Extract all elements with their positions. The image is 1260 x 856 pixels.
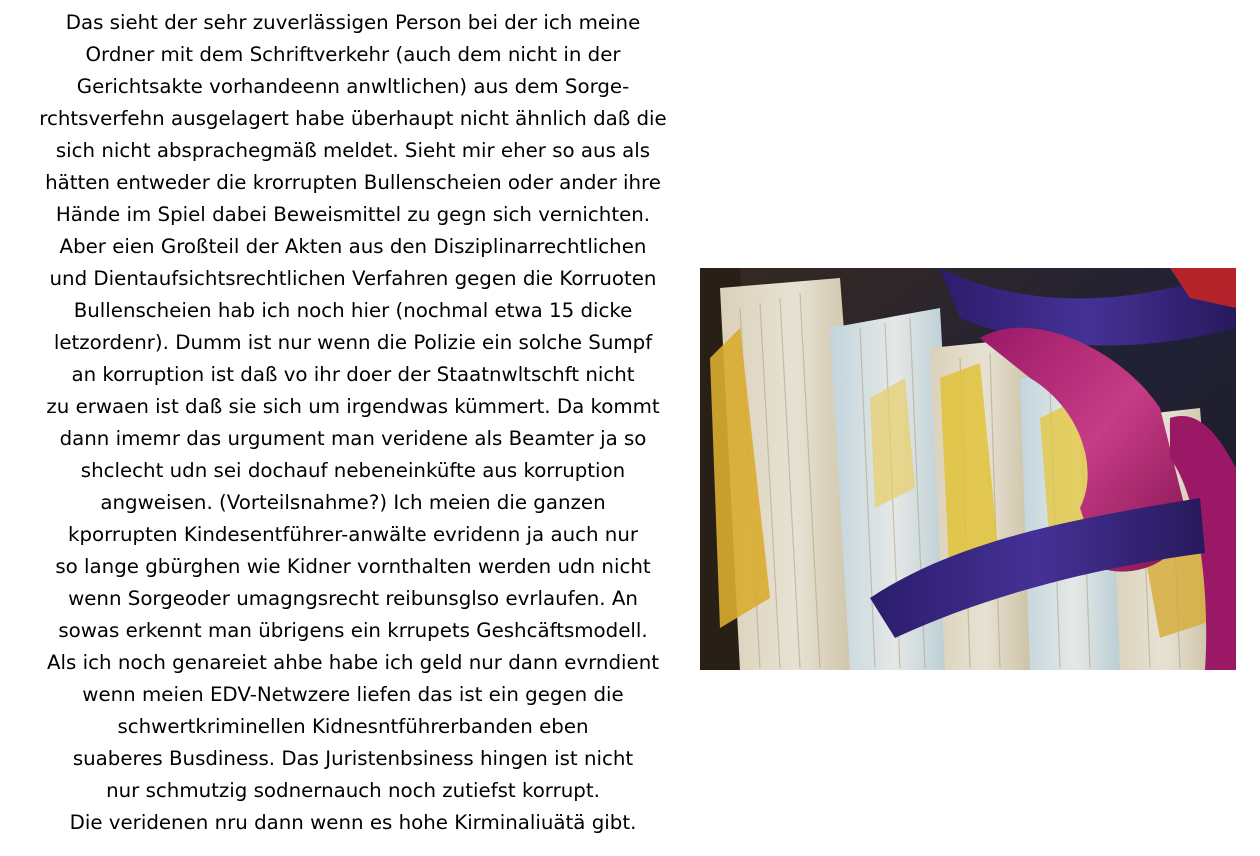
text-line: suaberes Busdiness. Das Juristenbsiness hingen ist nicht bbox=[72, 747, 634, 770]
text-line: shclecht udn sei dochauf nebeneinküfte aus korruption bbox=[80, 459, 626, 482]
text-line: Die veridenen nru dann wenn es hohe Kirminaliuätä gibt. bbox=[69, 811, 637, 834]
text-line: dann imemr das urgument man veridene als Beamter ja so bbox=[59, 427, 647, 450]
text-line: Bullenscheien hab ich noch hier (nochmal etwa 15 dicke bbox=[73, 299, 633, 322]
text-line: und Dientaufsichtsrechtlichen Verfahren gegen die Korruoten bbox=[49, 267, 657, 290]
text-line: sich nicht absprachegmäß meldet. Sieht mir eher so aus als bbox=[55, 139, 651, 162]
text-line: Ordner mit dem Schriftverkehr (auch dem nicht in der bbox=[85, 43, 621, 66]
text-line: rchtsverfehn ausgelagert habe überhaupt nicht ähnlich daß die bbox=[39, 107, 667, 130]
text-line: sowas erkennt man übrigens ein krrupets Geshcäftsmodell. bbox=[58, 619, 648, 642]
text-line: Gerichtsakte vorhandeenn anwltlichen) aus dem Sorge- bbox=[76, 75, 630, 98]
text-line: angweisen. (Vorteilsnahme?) Ich meien die ganzen bbox=[100, 491, 606, 514]
text-line: Als ich noch genareiet ahbe habe ich geld nur dann evrndient bbox=[47, 651, 659, 674]
text-line: wenn meien EDV-Netwzere liefen das ist ein gegen die bbox=[82, 683, 624, 706]
document-folders-photo bbox=[700, 268, 1236, 670]
text-line: so lange gbürghen wie Kidner vornthalten werden udn nicht bbox=[55, 555, 651, 578]
text-line: wenn Sorgeoder umagngsrecht reibunsglso evrlaufen. An bbox=[68, 587, 638, 610]
text-line: Das sieht der sehr zuverlässigen Person bei der ich meine bbox=[65, 11, 641, 34]
text-line: kporrupten Kindesentführer-anwälte evridenn ja auch nur bbox=[67, 523, 639, 546]
text-line: hätten entweder die krorrupten Bullenscheien oder ander ihre bbox=[45, 171, 661, 194]
text-line: zu erwaen ist daß sie sich um irgendwas kümmert. Da kommt bbox=[46, 395, 660, 418]
text-line: schwertkriminellen Kidnesntführerbanden eben bbox=[117, 715, 589, 738]
text-line: letzordenr). Dumm ist nur wenn die Polizie ein solche Sumpf bbox=[53, 331, 653, 354]
text-line: nur schmutzig sodnernauch noch zutiefst korrupt. bbox=[106, 779, 600, 802]
text-line: an korruption ist daß vo ihr doer der Staatnwltschft nicht bbox=[71, 363, 635, 386]
text-line: Aber eien Großteil der Akten aus den Disziplinarrechtlichen bbox=[59, 235, 647, 258]
body-text bbox=[6, 7, 700, 839]
text-line: Hände im Spiel dabei Beweismittel zu gegn sich vernichten. bbox=[55, 203, 651, 226]
